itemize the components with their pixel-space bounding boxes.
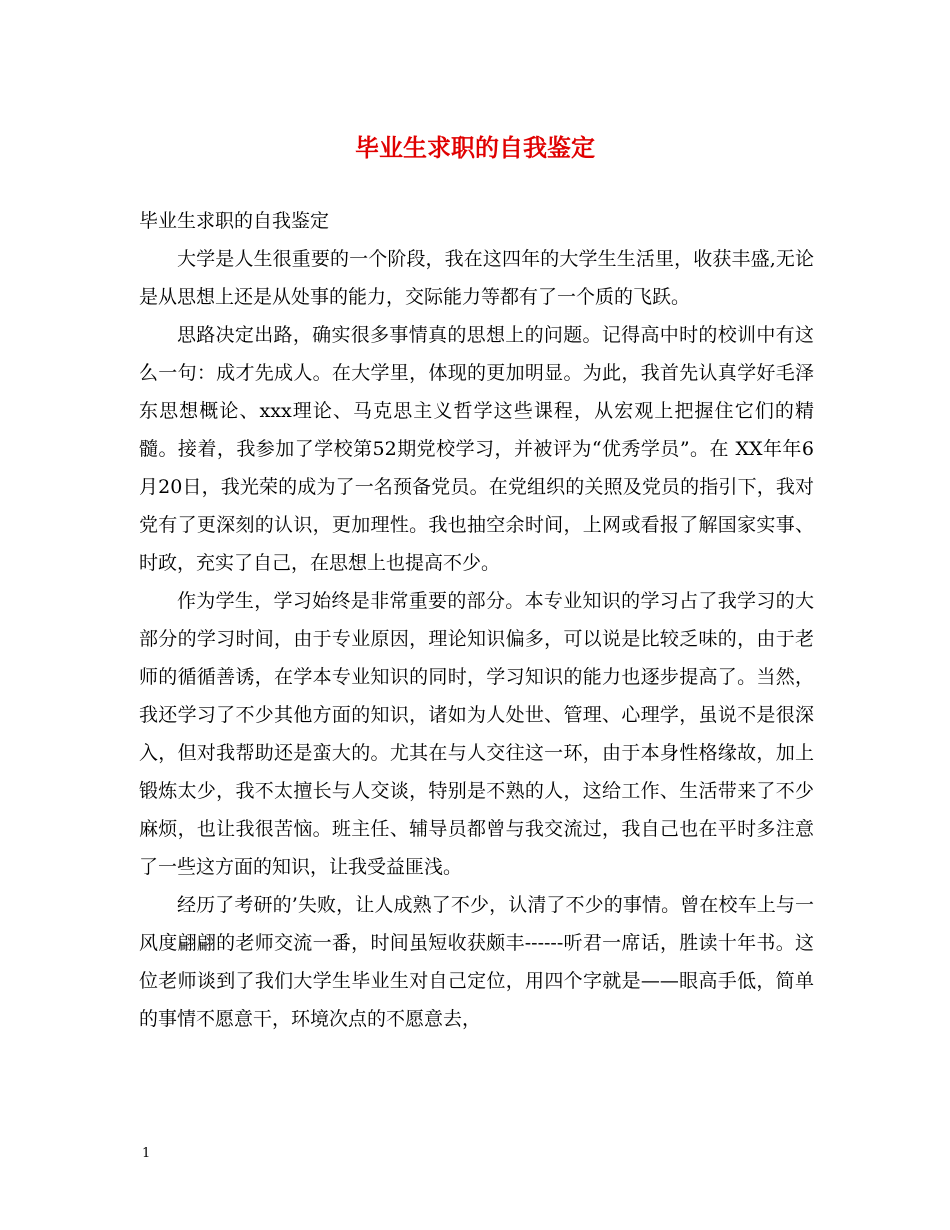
paragraph: 作为学生，学习始终是非常重要的部分。本专业知识的学习占了我学习的大部分的学习时间，由于专业原因，理论知识偏多，可以说是比较乏味的，由于老师的循循善诱，在学本专业知识的同时，学习知识的能力也逐步提高了。当然，我还学习了不少其他方面的知识，诸如为人处世、管理、心理学，虽说不是很深入，但对我帮助还是蛮大的。尤其在与人交往这一环，由于本身性格缘故，加上锻炼太少，我不太擅长与人交谈，特别是不熟的人，这给工作、生活带来了不少麻烦，也让我很苦恼。班主任、辅导员都曾与我交流过，我自己也在平时多注意了一些这方面的知识，让我受益匪浅。: [139, 590, 814, 878]
paragraph: 经历了考研的’失败，让人成熟了不少，认清了不少的事情。曾在校车上与一风度翩翩的老师交流一番，时间虽短收获颇丰------听君一席话，胜读十年书。这位老师谈到了我们大学生毕业生对自己定位，用四个字就是——眼高手低，简单的事情不愿意干，环境次点的不愿意去，: [139, 894, 814, 1030]
paragraph: 思路决定出路，确实很多事情真的思想上的问题。记得高中时的校训中有这么一句：成才先成人。在大学里，体现的更加明显。为此，我首先认真学好毛泽东思想概论、xxx理论、马克思主义哲学这些课程，从宏观上把握住它们的精髓。接着，我参加了学校第52期党校学习，并被评为“优秀学员”。在 XX年年6月20日，我光荣的成为了一名预备党员。在党组织的关照及党员的指引下，我对党有了更深刻的认识，更加理性。我也抽空余时间，上网或看报了解国家实事、时政，充实了自己，在思想上也提高不少。: [139, 324, 814, 574]
document-title: 毕业生求职的自我鉴定: [355, 133, 595, 162]
paragraph: 大学是人生很重要的一个阶段，我在这四年的大学生生活里，收获丰盛,无论是从思想上还是从处事的能力，交际能力等都有了一个质的飞跃。: [139, 248, 814, 308]
page-number: 1: [142, 1146, 151, 1161]
document-body: [139, 202, 814, 1038]
document-subtitle: 毕业生求职的自我鉴定: [139, 210, 330, 232]
